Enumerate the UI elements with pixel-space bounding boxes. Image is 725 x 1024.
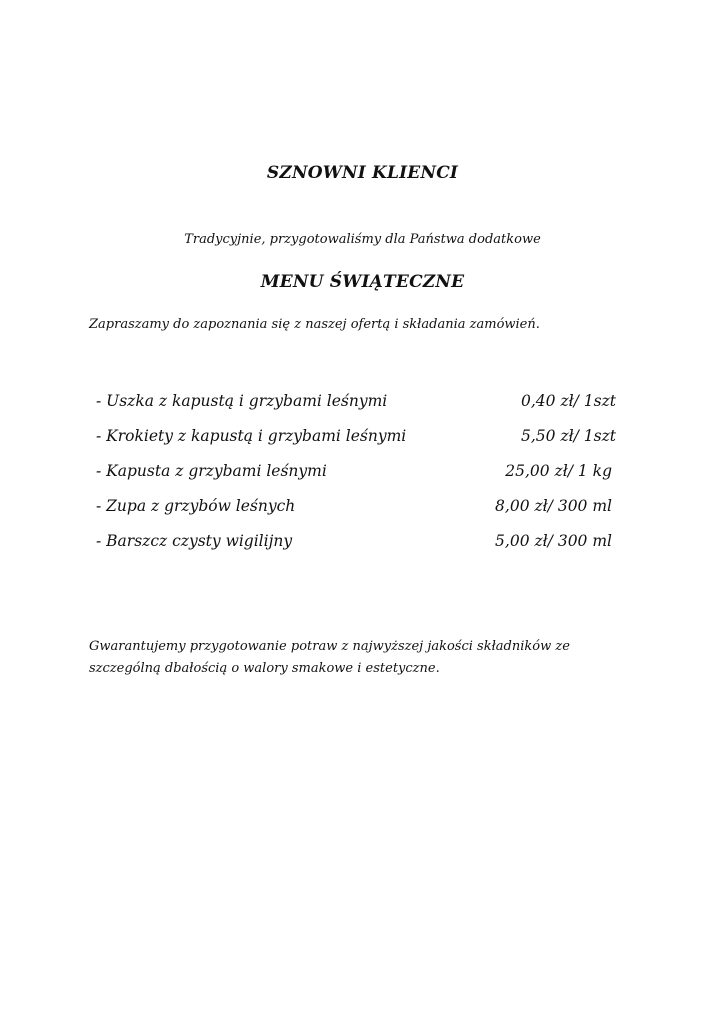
menu-item: [96, 462, 616, 497]
menu-item-name: - Krokiety z kapustą i grzybami leśnymi: [96, 427, 407, 445]
menu-item: [96, 427, 616, 462]
menu-item-price: 0,40 zł/ 1szt: [521, 392, 616, 410]
menu-item: [96, 532, 616, 567]
menu-item-price: 8,00 zł/ 300 ml: [495, 497, 612, 515]
menu-item-name: - Barszcz czysty wigilijny: [96, 532, 293, 550]
closing-line: szczególną dbałością o walory smakowe i estetyczne.: [89, 661, 440, 676]
closing-line: Gwarantujemy przygotowanie potraw z najwyższej jakości składników ze: [89, 639, 570, 654]
menu-item: [96, 497, 616, 532]
intro-text: Tradycyjnie, przygotowaliśmy dla Państwa dodatkowe: [184, 232, 541, 247]
invite-text: Zapraszamy do zapoznania się z naszej ofertą i składania zamówień.: [89, 317, 540, 332]
menu-item-name: - Zupa z grzybów leśnych: [96, 497, 296, 515]
menu-item: [96, 392, 616, 427]
menu-item-name: - Uszka z kapustą i grzybami leśnymi: [96, 392, 388, 410]
menu-list: [96, 392, 616, 567]
menu-item-price: 5,00 zł/ 300 ml: [495, 532, 612, 550]
menu-title: MENU ŚWIĄTECZNE: [260, 272, 465, 292]
menu-item-price: 25,00 zł/ 1 kg: [505, 462, 612, 480]
menu-item-name: - Kapusta z grzybami leśnymi: [96, 462, 327, 480]
page-title: SZNOWNI KLIENCI: [266, 163, 459, 183]
closing-paragraph: [89, 636, 649, 680]
menu-item-price: 5,50 zł/ 1szt: [521, 427, 616, 445]
